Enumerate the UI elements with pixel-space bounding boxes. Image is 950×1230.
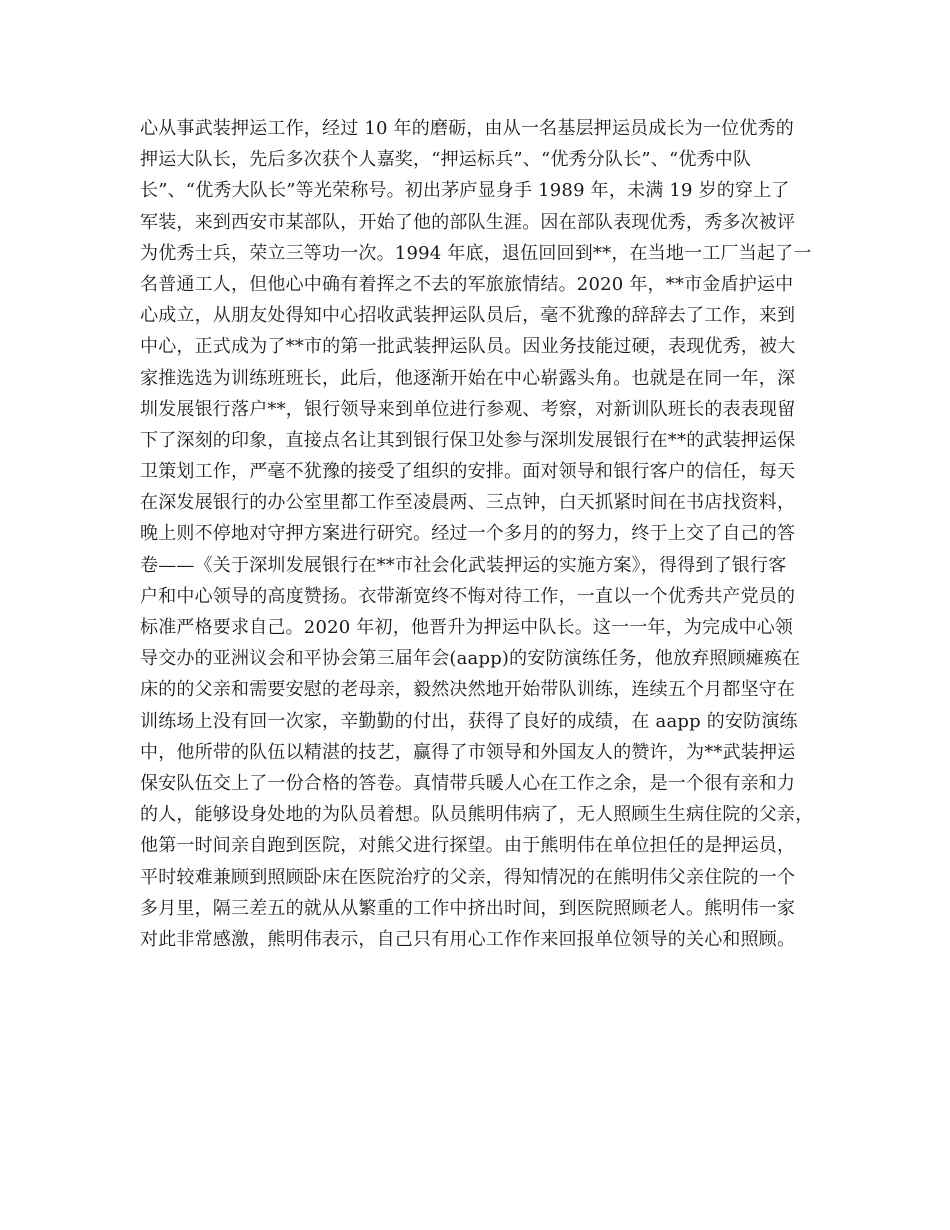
text-line: 保安队伍交上了一份合格的答卷。真情带兵暖人心在工作之余，是一个很有亲和力 (140, 772, 796, 794)
text-line: 长”、“优秀大队长”等光荣称号。初出茅庐显身手 1989 年，未满 19 岁的穿上了 (140, 180, 790, 202)
text-line: 心从事武装押运工作，经过 10 年的磨砺，由从一名基层押运员成长为一位优秀的 (140, 118, 794, 139)
text-line: 圳发展银行落户**，银行领导来到单位进行参观、考察，对新训队班长的表表现留 (140, 398, 796, 420)
text-line: 对此非常感激，熊明伟表示，自己只有用心工作作来回报单位领导的关心和照顾。 (140, 928, 796, 950)
text-line: 中，他所带的队伍以精湛的技艺，赢得了市领导和外国友人的赞许，为**武装押运 (140, 741, 796, 763)
text-line: 下了深刻的印象，直接点名让其到银行保卫处参与深圳发展银行在**的武装押运保 (140, 429, 796, 451)
text-line: 家推选选为训练班班长，此后，他逐渐开始在中心崭露头角。也就是在同一年，深 (140, 367, 796, 389)
text-line: 床的的父亲和需要安慰的老母亲，毅然决然地开始带队训练，连续五个月都坚守在 (140, 679, 796, 701)
text-line: 标准严格要求自己。2020 年初，他晋升为押运中队长。这一一年，为完成中心领 (140, 617, 794, 638)
text-line: 在深发展银行的办公室里都工作至凌晨两、三点钟，白天抓紧时间在书店找资料， (140, 492, 796, 514)
text-line: 户和中心领导的高度赞扬。衣带渐宽终不悔对待工作，一直以一个优秀共产党员的 (140, 585, 796, 607)
text-line: 卫策划工作，严毫不犹豫的接受了组织的安排。面对领导和银行客户的信任，每天 (140, 461, 796, 483)
text-line: 晚上则不停地对守押方案进行研究。经过一个多月的的努力，终于上交了自己的答 (140, 523, 796, 545)
text-line: 导交办的亚洲议会和平协会第三届年会(aapp)的安防演练任务，他放弃照顾瘫痪在 (140, 648, 801, 670)
text-line: 卷——《关于深圳发展银行在**市社会化武装押运的实施方案》，得得到了银行客 (140, 554, 787, 576)
text-line: 的人，能够设身处地的为队员着想。队员熊明伟病了，无人照顾生生病住院的父亲， (140, 804, 814, 826)
text-line: 押运大队长，先后多次获个人嘉奖，“押运标兵”、“优秀分队长”、“优秀中队 (140, 149, 752, 171)
article-body (140, 113, 830, 955)
text-line: 多月里，隔三差五的就从从繁重的工作中挤出时间，到医院照顾老人。熊明伟一家 (140, 897, 796, 919)
text-line: 为优秀士兵，荣立三等功一次。1994 年底，退伍回回到**，在当地一工厂当起了一 (140, 242, 812, 264)
text-line: 他第一时间亲自跑到医院，对熊父进行探望。由于熊明伟在单位担任的是押运员， (140, 835, 796, 857)
text-line: 军装，来到西安市某部队，开始了他的部队生涯。因在部队表现优秀，秀多次被评 (140, 211, 796, 233)
text-line: 平时较难兼顾到照顾卧床在医院治疗的父亲，得知情况的在熊明伟父亲住院的一个 (140, 866, 796, 888)
text-line: 名普通工人，但他心中确有着挥之不去的军旅旅情结。2020 年，**市金盾护运中 (140, 273, 794, 295)
text-line: 训练场上没有回一次家，辛勤勤的付出，获得了良好的成绩，在 aapp 的安防演练 (140, 710, 798, 732)
text-line: 心成立，从朋友处得知中心招收武装押运队员后，毫不犹豫的辞辞去了工作，来到 (140, 305, 796, 327)
text-line: 中心，正式成为了**市的第一批武装押运队员。因业务技能过硬，表现优秀，被大 (140, 336, 796, 358)
